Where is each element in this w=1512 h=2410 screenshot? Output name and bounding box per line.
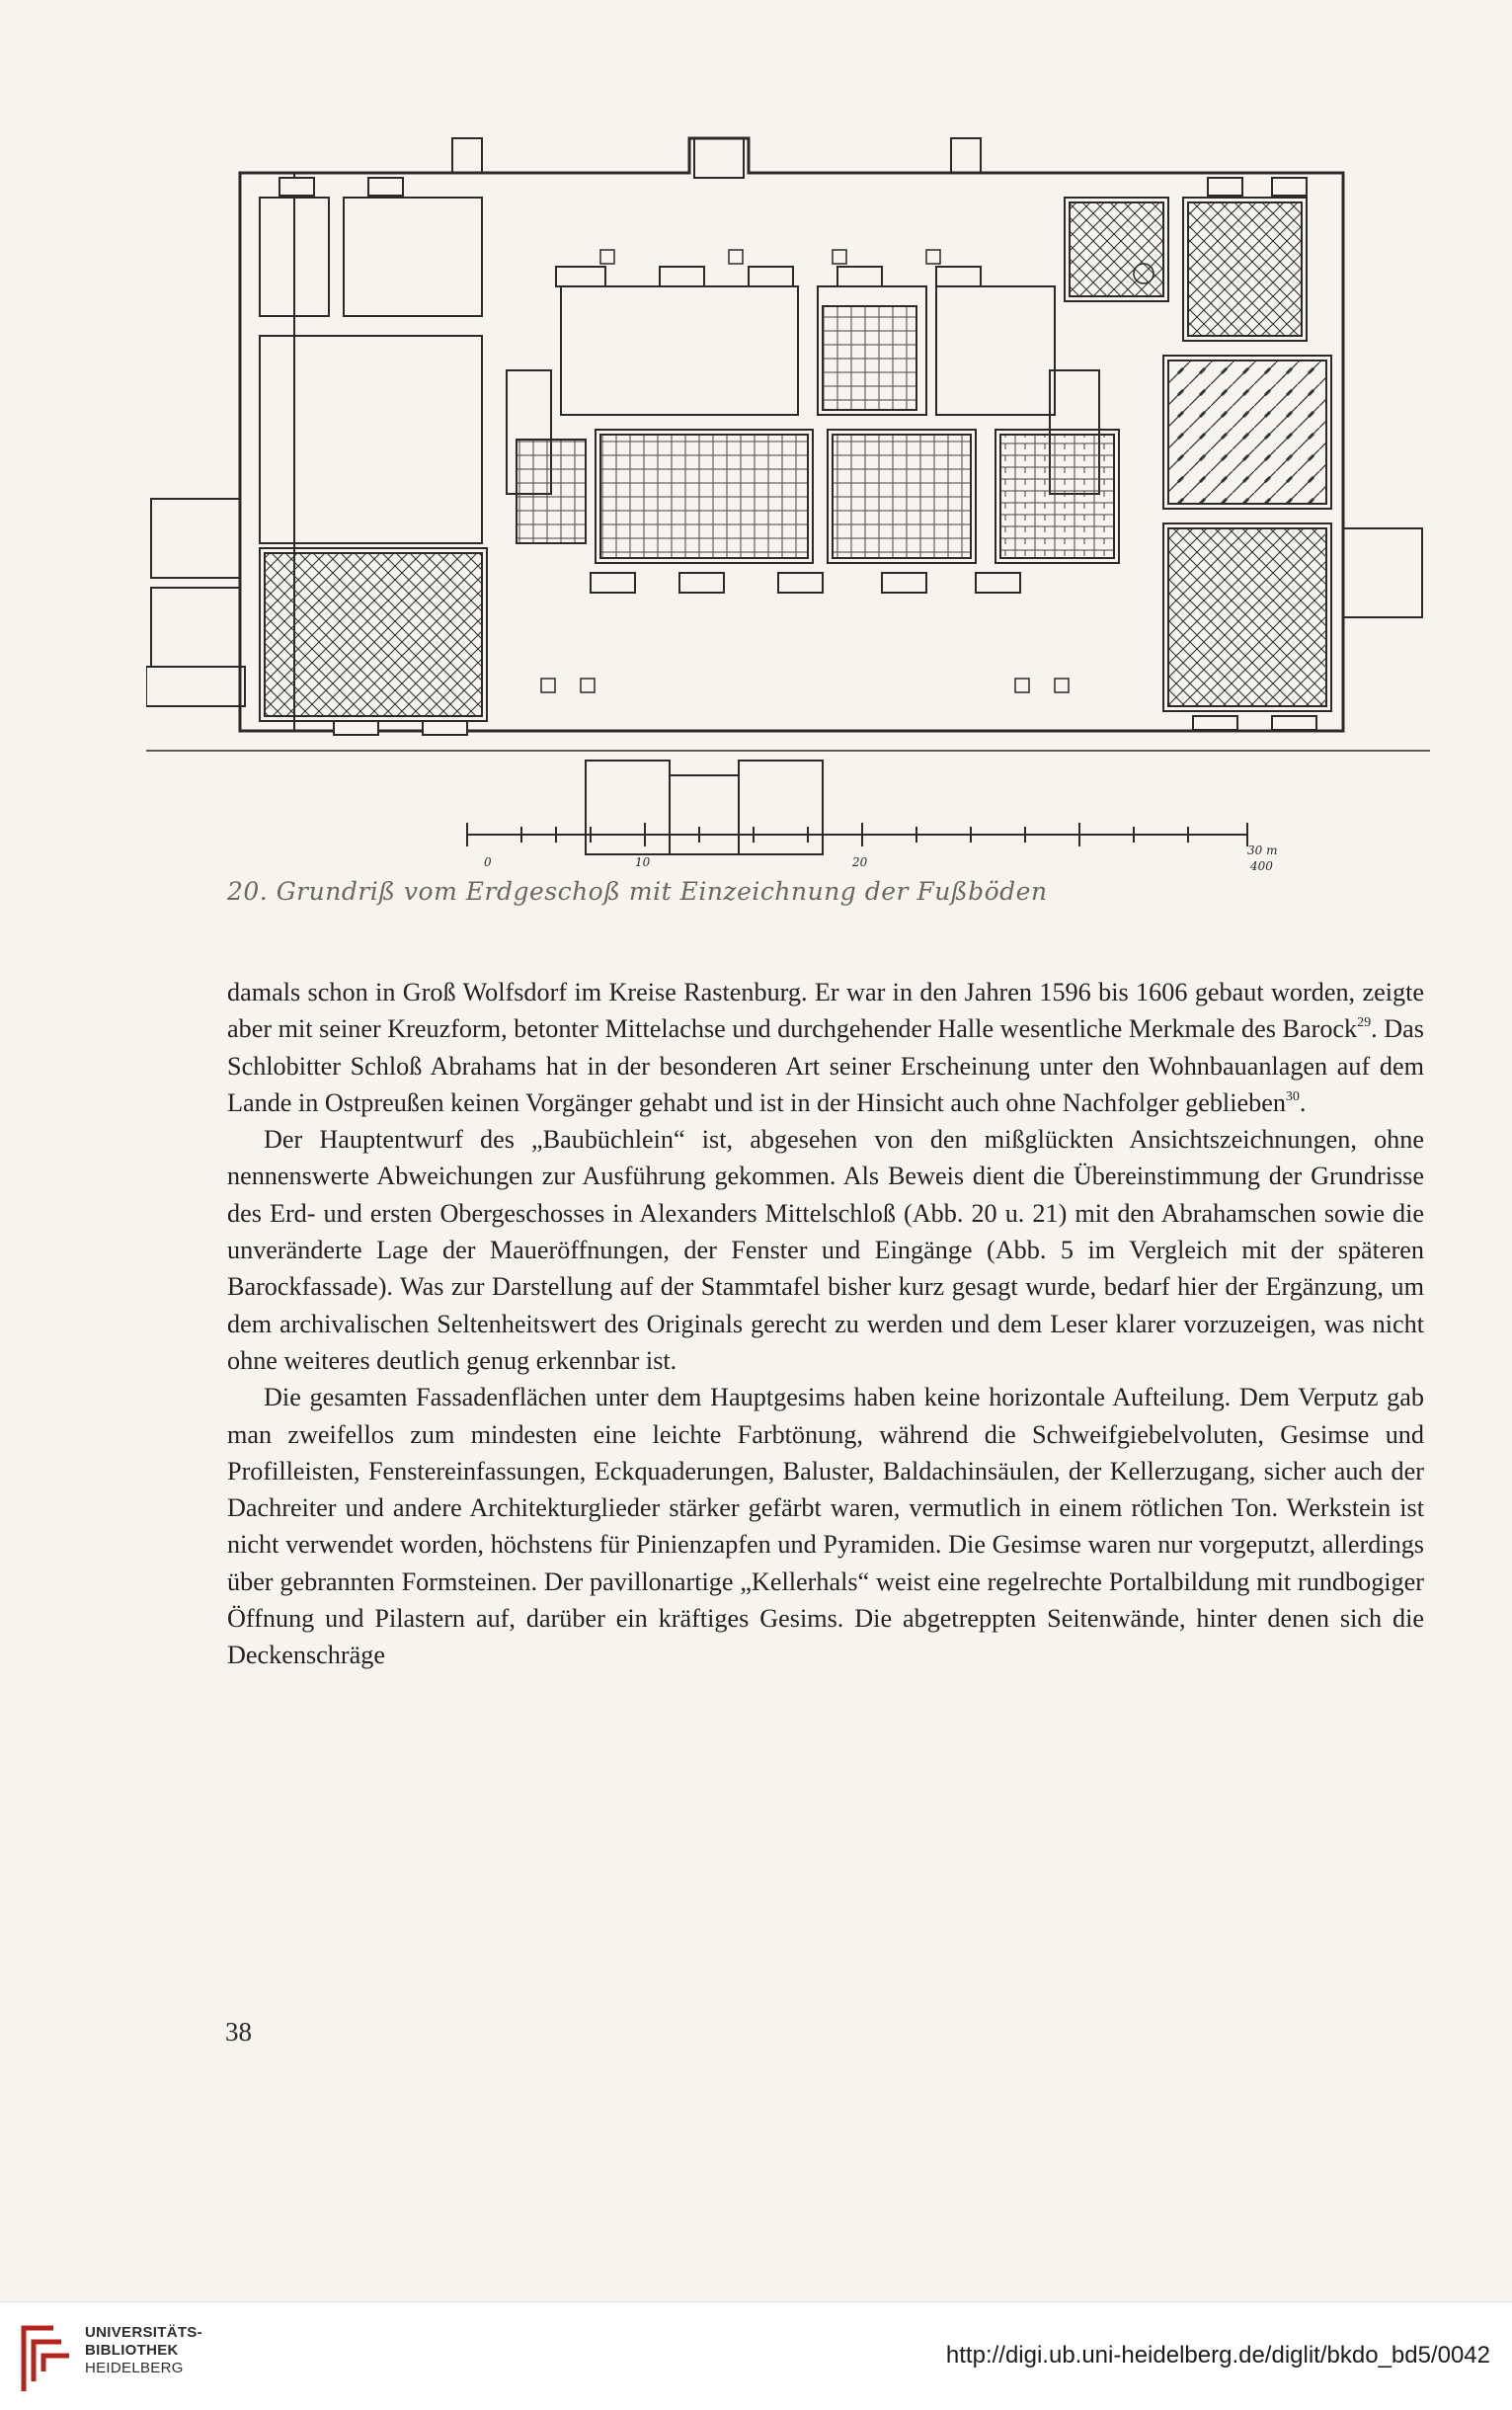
paragraph-2: Der Hauptentwurf des „Baubüchlein“ ist, abgesehen von den mißglückten Ansichtszeichnungen, ohne nennenswerte Abweichungen zur Ausführung gekommen. Als Beweis dient die Übereinstimmung der Grundrisse des Erd- und ersten Obergeschosses in Alexanders Mittelschloß (Abb. 20 u. 21) mit den Abrahamschen sowie die unveränderte Lage der Maueröffnungen, der Fenster und Eingänge (Abb. 5 im Vergleich mit der späteren Barockfassade). Was zur Darstellung auf der Stammtafel bisher kurz gesagt wurde, bedarf hier der Ergänzung, um dem archivalischen Seltenheitswert des Originals gerecht zu werden und dem Leser klarer vorzuzeigen, was nicht ohne weiteres deutlich genug erkennbar ist. bbox=[227, 1125, 1424, 1375]
scale-label: 400 bbox=[1250, 859, 1273, 873]
paragraph-1: damals schon in Groß Wolfsdorf im Kreise Rastenburg. Er war in den Jahren 1596 bis 1606 gebaut worden, zeigte aber mit seiner Kreuzform, betonter Mittelachse und durchgehender Halle wesentliche Merkmale des Barock$^{29}$. Das Schlobitter Schloß Abrahams hat in der besonderen Art seiner Erscheinung unter den Wohnbauanlagen auf dem Lande in Ostpreußen keinen Vorgänger gehabt und ist in der Hinsicht auch ohne Nachfolger geblieben$^{30}$. bbox=[227, 978, 1424, 1117]
library-name: UNIVERSITÄTS- BIBLIOTHEK HEIDELBERG bbox=[85, 2324, 202, 2376]
floor-plan-figure bbox=[146, 123, 1430, 894]
page-number: 38 bbox=[225, 2017, 252, 2047]
scale-label: 10 bbox=[635, 855, 651, 869]
body-text bbox=[227, 974, 1424, 1674]
footnote-ref[interactable]: 29 bbox=[1357, 1015, 1372, 1031]
scale-label: 0 bbox=[484, 855, 492, 869]
paragraph-3: Die gesamten Fassadenflächen unter dem Hauptgesims haben keine horizontale Aufteilung. Dem Verputz gab man zweifellos zum mindesten eine leichte Farbtönung, während die Schweifgiebelvoluten, Gesimse und Profilleisten, Fenstereinfassungen, Eckquaderungen, Baluster, Baldachinsäulen, der Kellerzugang, sicher auch der Dachreiter und andere Architekturglieder stärker gefärbt waren, vermutlich in einem rötlichen Ton. Werkstein ist nicht verwendet worden, höchstens für Pinienzapfen und Pyramiden. Die Gesimse waren nur vorgeputzt, allerdings über gebrannten Formsteinen. Der pavillonartige „Kellerhals“ weist eine regelrechte Portalbildung mit rundbogiger Öffnung und Pilastern auf, darüber ein kräftiges Gesims. Die abgetreppten Seitenwände, hinter denen sich die Deckenschräge bbox=[227, 1383, 1424, 1670]
viewer-footer bbox=[0, 2301, 1512, 2410]
permalink-url[interactable]: http://digi.ub.uni-heidelberg.de/diglit/bkdo_bd5/0042 bbox=[945, 2342, 1490, 2369]
scale-label: 20 bbox=[852, 855, 868, 869]
scale-bar bbox=[467, 823, 1247, 846]
footnote-ref[interactable]: 30 bbox=[1285, 1088, 1300, 1104]
figure-caption: 20. Grundriß vom Erdgeschoß mit Einzeichnung der Fußböden bbox=[227, 877, 1048, 906]
scale-label: 30 m bbox=[1247, 844, 1278, 857]
library-logo-icon[interactable] bbox=[14, 2312, 75, 2397]
